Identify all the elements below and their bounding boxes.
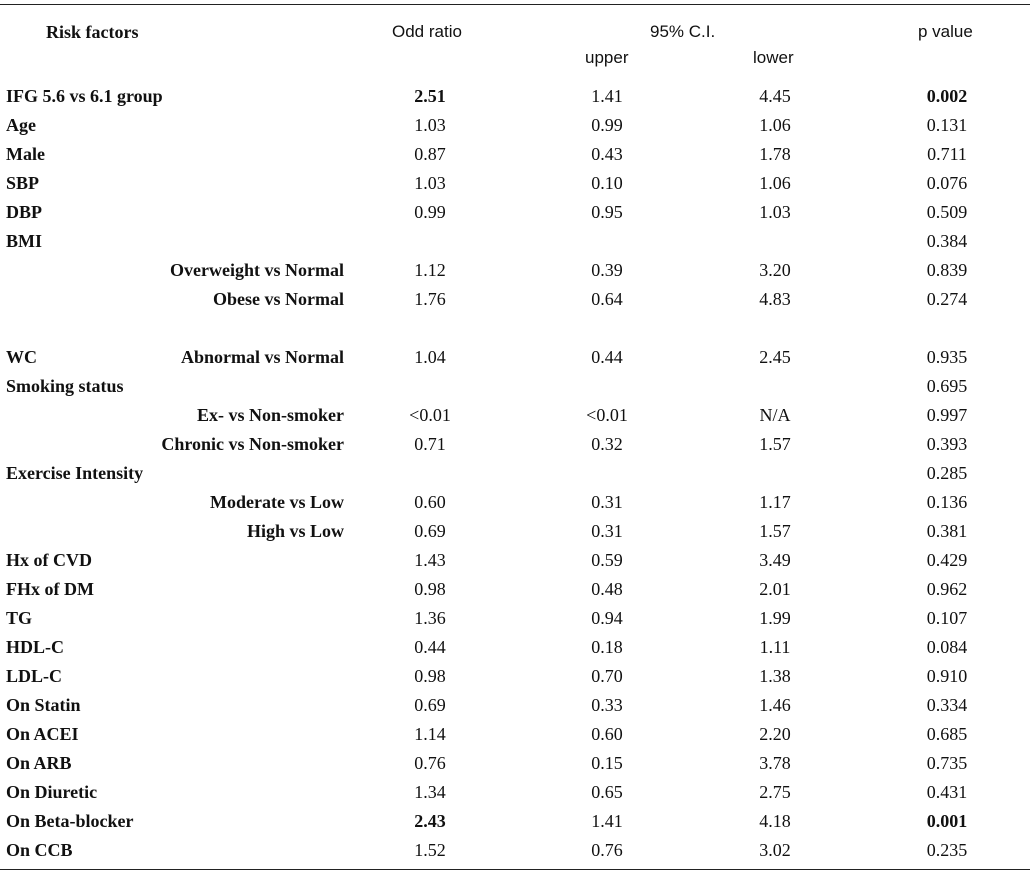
p-value-cell: 0.381 (926, 521, 968, 541)
table-row (0, 691, 1030, 720)
ci-lower-cell: 2.45 (759, 347, 791, 367)
table-row (0, 459, 1030, 488)
ci-lower-cell: 1.57 (759, 521, 791, 541)
p-value-cell: 0.711 (927, 144, 967, 164)
table-row (0, 575, 1030, 604)
table-row (0, 372, 1030, 401)
p-value-cell: 0.393 (926, 434, 968, 454)
row-label: Age (6, 115, 36, 135)
ci-lower-cell: 1.57 (759, 434, 791, 454)
row-label: FHx of DM (6, 579, 94, 599)
odds-ratio-cell: 1.14 (414, 724, 446, 744)
ci-lower-cell: 4.83 (759, 289, 791, 309)
ci-lower-cell: 1.03 (759, 202, 791, 222)
ci-upper-cell: 0.43 (591, 144, 623, 164)
row-label: Male (6, 144, 45, 164)
odds-ratio-cell: 0.60 (414, 492, 446, 512)
ci-lower-cell: 1.17 (759, 492, 791, 512)
odds-ratio-cell: 0.98 (414, 579, 446, 599)
row-label: On Diuretic (6, 782, 98, 802)
header-upper: upper (585, 48, 629, 67)
row-sublabel: Overweight vs Normal (170, 260, 344, 280)
odds-ratio-cell: 1.43 (414, 550, 446, 570)
row-sublabel: Moderate vs Low (210, 492, 344, 512)
ci-upper-cell: 1.41 (591, 86, 623, 106)
table-row (0, 82, 1030, 111)
table-row (0, 488, 1030, 517)
ci-upper-cell: 0.76 (591, 840, 623, 860)
ci-upper-cell: 0.94 (591, 608, 623, 628)
p-value-cell: 0.685 (926, 724, 968, 744)
table-row (0, 285, 1030, 314)
p-value-cell: 0.910 (926, 666, 968, 686)
p-value-cell: 0.001 (926, 811, 968, 831)
ci-lower-cell: 1.46 (759, 695, 791, 715)
table-row (0, 604, 1030, 633)
table-row (0, 140, 1030, 169)
row-label: HDL-C (6, 637, 64, 657)
table-row (0, 720, 1030, 749)
odds-ratio-cell: 1.34 (414, 782, 446, 802)
p-value-cell: 0.839 (926, 260, 968, 280)
row-label: On ARB (6, 753, 72, 773)
ci-lower-cell: 2.75 (759, 782, 791, 802)
row-label: WC (6, 347, 37, 367)
ci-lower-cell: 1.06 (759, 173, 791, 193)
p-value-cell: 0.384 (926, 231, 968, 251)
p-value-cell: 0.285 (926, 463, 968, 483)
ci-upper-cell: 0.65 (591, 782, 623, 802)
odds-ratio-cell: 0.98 (414, 666, 446, 686)
table-row (0, 169, 1030, 198)
ci-upper-cell: <0.01 (586, 405, 628, 425)
table-row (0, 430, 1030, 459)
odds-ratio-cell: 2.43 (414, 811, 446, 831)
odds-ratio-cell: 1.03 (414, 115, 446, 135)
table-row (0, 778, 1030, 807)
odds-ratio-cell: 0.44 (414, 637, 446, 657)
ci-upper-cell: 0.31 (591, 521, 623, 541)
p-value-cell: 0.735 (926, 753, 968, 773)
p-value-cell: 0.235 (926, 840, 968, 860)
ci-upper-cell: 0.70 (591, 666, 623, 686)
table-row (0, 401, 1030, 430)
odds-ratio-cell: 1.52 (414, 840, 446, 860)
header-lower: lower (753, 48, 794, 67)
ci-upper-cell: 0.95 (591, 202, 623, 222)
ci-upper-cell: 0.31 (591, 492, 623, 512)
p-value-cell: 0.136 (926, 492, 968, 512)
ci-lower-cell: 1.06 (759, 115, 791, 135)
ci-upper-cell: 0.48 (591, 579, 623, 599)
table-row (0, 662, 1030, 691)
odds-ratio-cell: 0.87 (414, 144, 446, 164)
ci-upper-cell: 0.60 (591, 724, 623, 744)
ci-upper-cell: 0.39 (591, 260, 623, 280)
row-label: On Statin (6, 695, 81, 715)
ci-lower-cell: 1.11 (759, 637, 791, 657)
table-row (0, 227, 1030, 256)
header-odd-ratio: Odd ratio (392, 22, 462, 41)
odds-ratio-cell: <0.01 (409, 405, 451, 425)
table-row (0, 198, 1030, 227)
table-row (0, 517, 1030, 546)
bottom-rule (0, 869, 1030, 870)
row-sublabel: Obese vs Normal (213, 289, 344, 309)
ci-upper-cell: 0.15 (591, 753, 623, 773)
row-sublabel: Abnormal vs Normal (181, 347, 344, 367)
ci-upper-cell: 0.10 (591, 173, 623, 193)
row-label: BMI (6, 231, 42, 251)
ci-lower-cell: 4.18 (759, 811, 791, 831)
p-value-cell: 0.997 (926, 405, 968, 425)
row-label: LDL-C (6, 666, 63, 686)
table-row (0, 546, 1030, 575)
row-label: On CCB (6, 840, 73, 860)
row-label: TG (6, 608, 33, 628)
ci-lower-cell: 4.45 (759, 86, 791, 106)
odds-ratio-cell: 0.69 (414, 521, 446, 541)
ci-lower-cell: 3.20 (759, 260, 791, 280)
ci-lower-cell: 3.02 (759, 840, 791, 860)
odds-ratio-cell: 0.99 (414, 202, 446, 222)
odds-ratio-cell: 0.69 (414, 695, 446, 715)
table-row (0, 256, 1030, 285)
p-value-cell: 0.935 (926, 347, 968, 367)
row-sublabel: High vs Low (246, 521, 344, 541)
ci-lower-cell: N/A (759, 405, 791, 425)
table-row (0, 111, 1030, 140)
odds-ratio-cell: 2.51 (414, 86, 446, 106)
table-row (0, 749, 1030, 778)
table-row (0, 343, 1030, 372)
row-label: SBP (6, 173, 40, 193)
p-value-cell: 0.962 (926, 579, 968, 599)
odds-ratio-cell: 0.71 (414, 434, 446, 454)
header-p-value: p value (918, 22, 973, 41)
p-value-cell: 0.107 (926, 608, 968, 628)
row-label: On ACEI (6, 724, 79, 744)
p-value-cell: 0.274 (926, 289, 968, 309)
header-risk-factors: Risk factors (46, 22, 139, 42)
odds-ratio-cell: 1.36 (414, 608, 446, 628)
odds-ratio-cell: 0.76 (414, 753, 446, 773)
ci-lower-cell: 1.38 (759, 666, 791, 686)
p-value-cell: 0.002 (926, 86, 968, 106)
ci-upper-cell: 0.32 (591, 434, 623, 454)
p-value-cell: 0.429 (926, 550, 968, 570)
row-label: DBP (6, 202, 42, 222)
top-rule (0, 4, 1030, 5)
row-label: Exercise Intensity (6, 463, 144, 483)
table-row (0, 807, 1030, 836)
row-sublabel: Chronic vs Non-smoker (161, 434, 344, 454)
p-value-cell: 0.076 (926, 173, 968, 193)
odds-ratio-cell: 1.76 (414, 289, 446, 309)
p-value-cell: 0.431 (926, 782, 968, 802)
ci-lower-cell: 3.49 (759, 550, 791, 570)
odds-ratio-cell: 1.04 (414, 347, 446, 367)
odds-ratio-cell: 1.12 (414, 260, 446, 280)
header-confidence-interval: 95% C.I. (650, 22, 716, 41)
odds-ratio-cell: 1.03 (414, 173, 446, 193)
ci-lower-cell: 3.78 (759, 753, 791, 773)
row-label: Smoking status (6, 376, 124, 396)
p-value-cell: 0.509 (926, 202, 968, 222)
ci-lower-cell: 2.01 (759, 579, 791, 599)
ci-upper-cell: 0.99 (591, 115, 623, 135)
ci-upper-cell: 0.33 (591, 695, 623, 715)
ci-upper-cell: 0.18 (591, 637, 623, 657)
ci-lower-cell: 2.20 (759, 724, 791, 744)
ci-lower-cell: 1.99 (759, 608, 791, 628)
row-sublabel: Ex- vs Non-smoker (197, 405, 344, 425)
p-value-cell: 0.695 (926, 376, 968, 396)
ci-lower-cell: 1.78 (759, 144, 791, 164)
p-value-cell: 0.334 (926, 695, 968, 715)
row-label: IFG 5.6 vs 6.1 group (6, 86, 163, 106)
table-row (0, 836, 1030, 865)
p-value-cell: 0.084 (926, 637, 968, 657)
row-label: On Beta-blocker (6, 811, 134, 831)
ci-upper-cell: 0.59 (591, 550, 623, 570)
p-value-cell: 0.131 (926, 115, 968, 135)
table-row (0, 633, 1030, 662)
ci-upper-cell: 1.41 (591, 811, 623, 831)
row-label: Hx of CVD (6, 550, 92, 570)
ci-upper-cell: 0.64 (591, 289, 623, 309)
ci-upper-cell: 0.44 (591, 347, 623, 367)
